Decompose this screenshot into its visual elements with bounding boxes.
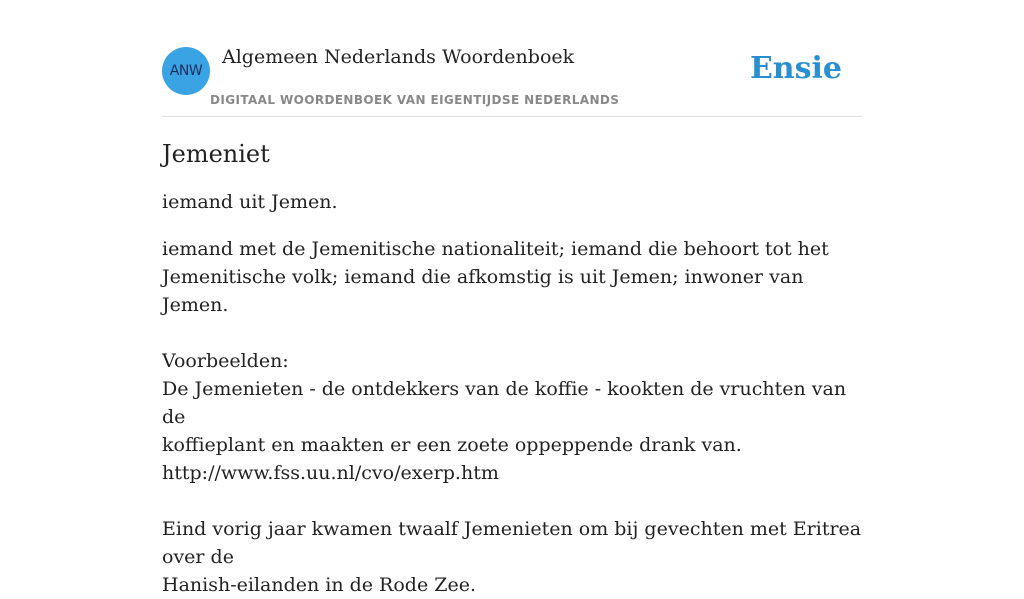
ensie-brand-link[interactable]: Ensie <box>749 51 842 86</box>
site-title[interactable]: Algemeen Nederlands Woordenboek <box>222 46 575 68</box>
example-line: Eind vorig jaar kwamen twaalf Jemenieten om bij gevechten met Eritrea over de <box>162 518 862 568</box>
example-line: Hanish-eilanden in de Rode Zee. <box>162 574 476 596</box>
entry-definition: iemand uit Jemen. <box>162 191 338 213</box>
description-line: Jemenitische volk; iemand die afkomstig is uit Jemen; inwoner van Jemen. <box>162 266 804 316</box>
example-line: De Jemenieten - de ontdekkers van de koffie - kookten de vruchten van de <box>162 378 847 428</box>
site-subtitle: DIGITAAL WOORDENBOEK VAN EIGENTIJDSE NEDERLANDS <box>210 93 620 107</box>
site-header <box>162 46 862 117</box>
anw-logo[interactable] <box>162 47 210 95</box>
description-line: iemand met de Jemenitische nationaliteit; iemand die behoort tot het <box>162 238 829 260</box>
example-source: http://www.fss.uu.nl/cvo/exerp.htm <box>162 462 499 484</box>
example-line: koffieplant en maakten er een zoete oppeppende drank van. <box>162 434 742 456</box>
entry-content <box>162 138 862 599</box>
entry-description <box>162 235 862 599</box>
examples-label: Voorbeelden: <box>162 350 289 372</box>
entry-headword: Jemeniet <box>162 140 270 168</box>
anw-logo-text: ANW <box>169 63 203 79</box>
